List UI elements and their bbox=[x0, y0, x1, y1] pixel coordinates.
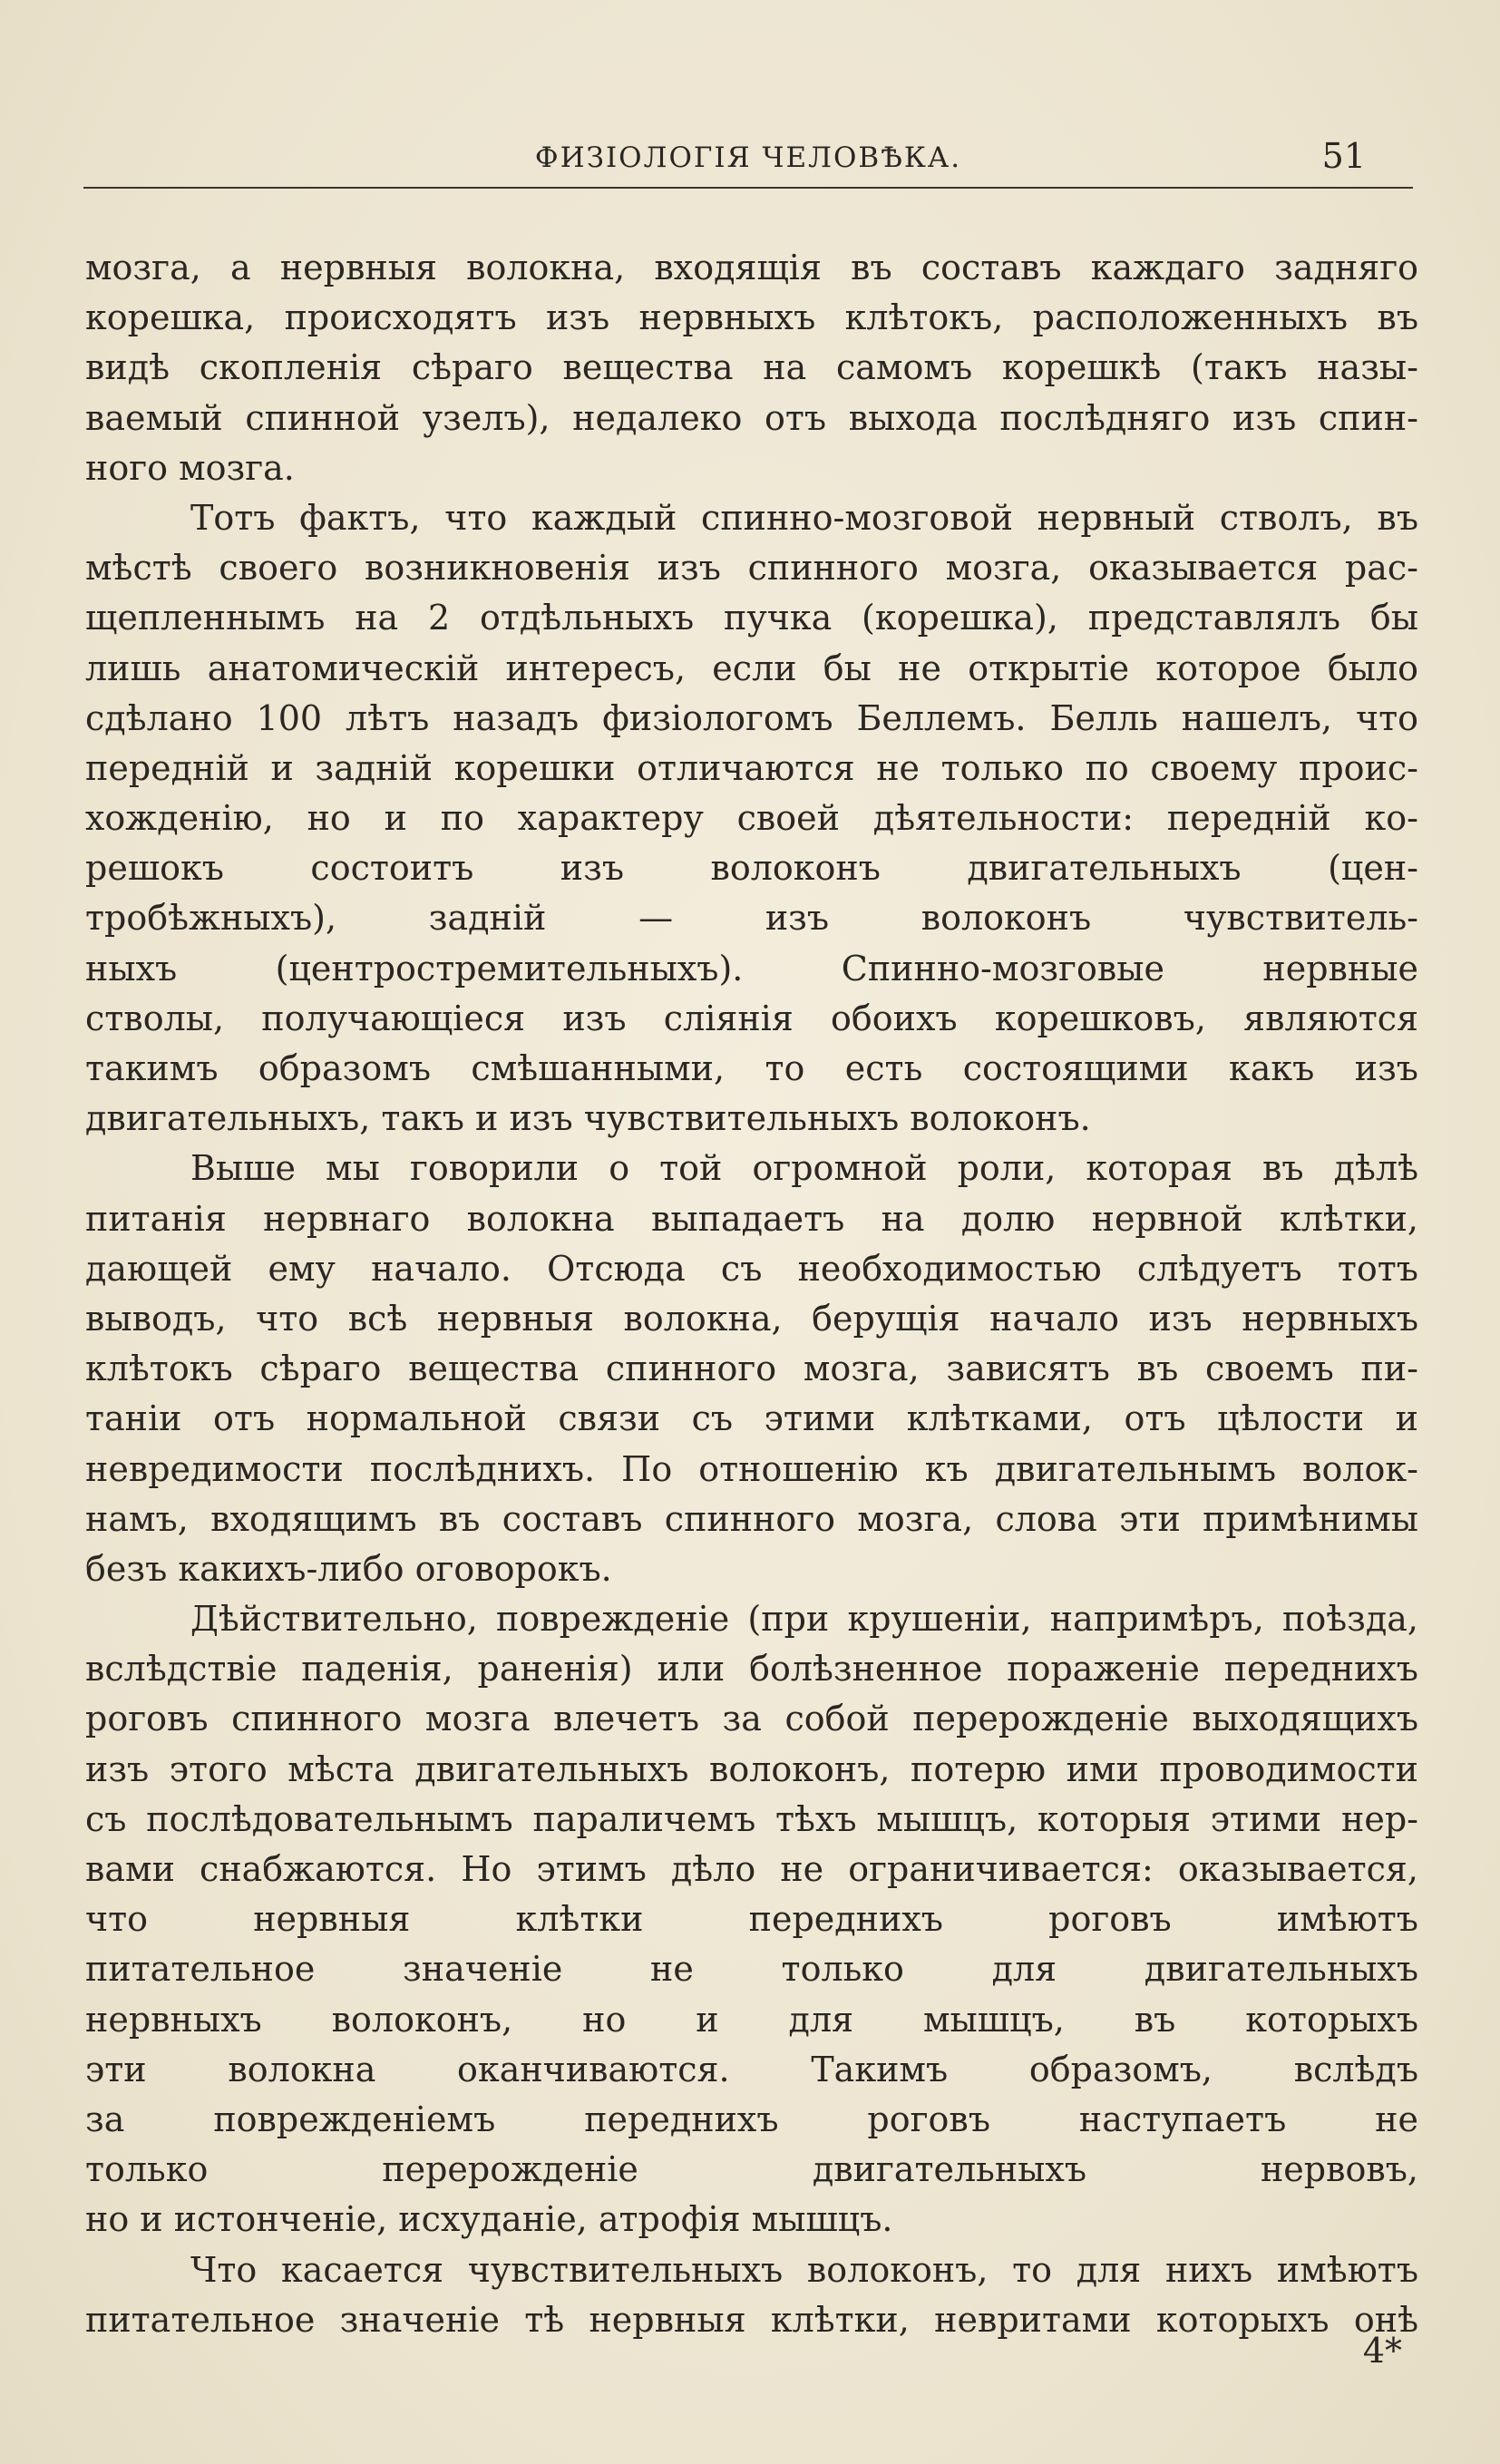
text-line: роговъ спинного мозга влечетъ за собой перерожденiе выходящихъ bbox=[85, 1699, 1418, 1739]
text-line: питанiя нервнаго волокна выпадаетъ на долю нервной клѣтки, bbox=[85, 1198, 1418, 1239]
text-line: тробѣжныхъ), заднiй — изъ волоконъ чувствитель- bbox=[85, 898, 1418, 939]
text-line: дающей ему начало. Отсюда съ необходимостью слѣдуетъ тотъ bbox=[85, 1248, 1418, 1289]
text-line: вслѣдствiе паденiя, раненiя) или болѣзненное пораженiе переднихъ bbox=[85, 1649, 1418, 1690]
text-line: решокъ состоитъ изъ волоконъ двигательныхъ (цен- bbox=[85, 848, 1418, 889]
text-line: ныхъ (центростремительныхъ). Спинно-мозговые нервные bbox=[85, 948, 1418, 989]
text-line: съ послѣдовательнымъ параличемъ тѣхъ мышцъ, которыя этими нер- bbox=[85, 1798, 1418, 1839]
text-line: такимъ образомъ смѣшанными, то есть состоящими какъ изъ bbox=[85, 1048, 1418, 1088]
text-line: щепленнымъ на 2 отдѣльныхъ пучка (корешка), представлялъ бы bbox=[85, 598, 1418, 638]
running-title: ФИЗIОЛОГIЯ ЧЕЛОВѢКА. bbox=[534, 141, 962, 174]
text-line: питательное значенiе не только для двигательныхъ bbox=[85, 1949, 1418, 1990]
running-header bbox=[83, 136, 1413, 183]
text-line: изъ этого мѣста двигательныхъ волоконъ, потерю ими проводимости bbox=[85, 1748, 1418, 1789]
text-line: эти волокна оканчиваются. Такимъ образомъ, вслѣдъ bbox=[85, 2049, 1418, 2089]
text-line: Дѣйствительно, поврежденiе (при крушенiи, напримѣръ, поѣзда, bbox=[190, 1599, 1418, 1640]
text-line: танiи отъ нормальной связи съ этими клѣтками, отъ цѣлости и bbox=[85, 1398, 1418, 1439]
text-line: Выше мы говорили о той огромной роли, которая въ дѣлѣ bbox=[190, 1148, 1418, 1189]
text-line: лишь анатомическiй интересъ, если бы не открытiе которое было bbox=[85, 648, 1418, 688]
text-line: двигательныхъ, такъ и изъ чувствительныхъ волоконъ. bbox=[85, 1098, 1091, 1139]
page-number: 51 bbox=[1321, 136, 1366, 176]
text-line: Что касается чувствительныхъ волоконъ, то для нихъ имѣютъ bbox=[190, 2249, 1418, 2290]
text-line: корешка, происходятъ изъ нервныхъ клѣтокъ, расположенныхъ въ bbox=[85, 297, 1418, 338]
text-line: мозга, а нервныя волокна, входящiя въ составъ каждаго задняго bbox=[85, 248, 1418, 287]
text-line: вами снабжаются. Но этимъ дѣло не ограничивается: оказывается, bbox=[85, 1849, 1418, 1889]
text-line: только перерожденiе двигательныхъ нервовъ, bbox=[85, 2149, 1418, 2190]
text-line: намъ, входящимъ въ составъ спинного мозга, слова эти примѣнимы bbox=[85, 1498, 1418, 1539]
text-line: ваемый спинной узелъ), недалеко отъ выхода послѣдняго изъ спин- bbox=[85, 397, 1418, 438]
text-line: Тотъ фактъ, что каждый спинно-мозговой нервный стволъ, въ bbox=[190, 497, 1418, 538]
text-line: сдѣлано 100 лѣтъ назадъ физiологомъ Беллемъ. Белль нашелъ, что bbox=[85, 697, 1418, 738]
text-line: нервныхъ волоконъ, но и для мышцъ, въ которыхъ bbox=[85, 1999, 1418, 2040]
text-line: питательное значенiе тѣ нервныя клѣтки, невритами которыхъ онѣ bbox=[85, 2299, 1418, 2340]
text-line: хожденiю, но и по характеру своей дѣятельности: переднiй ко- bbox=[85, 798, 1418, 839]
text-line: клѣтокъ сѣраго вещества спинного мозга, зависятъ въ своемъ пи- bbox=[85, 1349, 1418, 1389]
text-line: но и истонченiе, исхуданiе, атрофiя мышцъ. bbox=[85, 2199, 893, 2240]
text-line: видѣ скопленiя сѣраго вещества на самомъ корешкѣ (такъ назы- bbox=[85, 347, 1418, 388]
text-line: мѣстѣ своего возникновенiя изъ спинного мозга, оказывается рас- bbox=[85, 548, 1418, 589]
text-line: безъ какихъ-либо оговорокъ. bbox=[85, 1548, 612, 1589]
body-text bbox=[85, 243, 1418, 2345]
text-line: переднiй и заднiй корешки отличаются не только по своему проис- bbox=[85, 747, 1418, 788]
text-line: выводъ, что всѣ нервныя волокна, берущiя начало изъ нервныхъ bbox=[85, 1298, 1418, 1339]
text-line: что нервныя клѣтки переднихъ роговъ имѣютъ bbox=[85, 1899, 1418, 1940]
text-line: невредимости послѣднихъ. По отношенiю къ двигательнымъ волок- bbox=[85, 1448, 1418, 1489]
text-line: за поврежденiемъ переднихъ роговъ наступаетъ не bbox=[85, 2099, 1418, 2139]
text-line: ного мозга. bbox=[85, 447, 295, 488]
text-line: стволы, получающiеся изъ слiянiя обоихъ корешковъ, являются bbox=[85, 998, 1418, 1038]
signature-mark: 4* bbox=[1362, 2331, 1402, 2371]
header-rule bbox=[83, 187, 1413, 189]
